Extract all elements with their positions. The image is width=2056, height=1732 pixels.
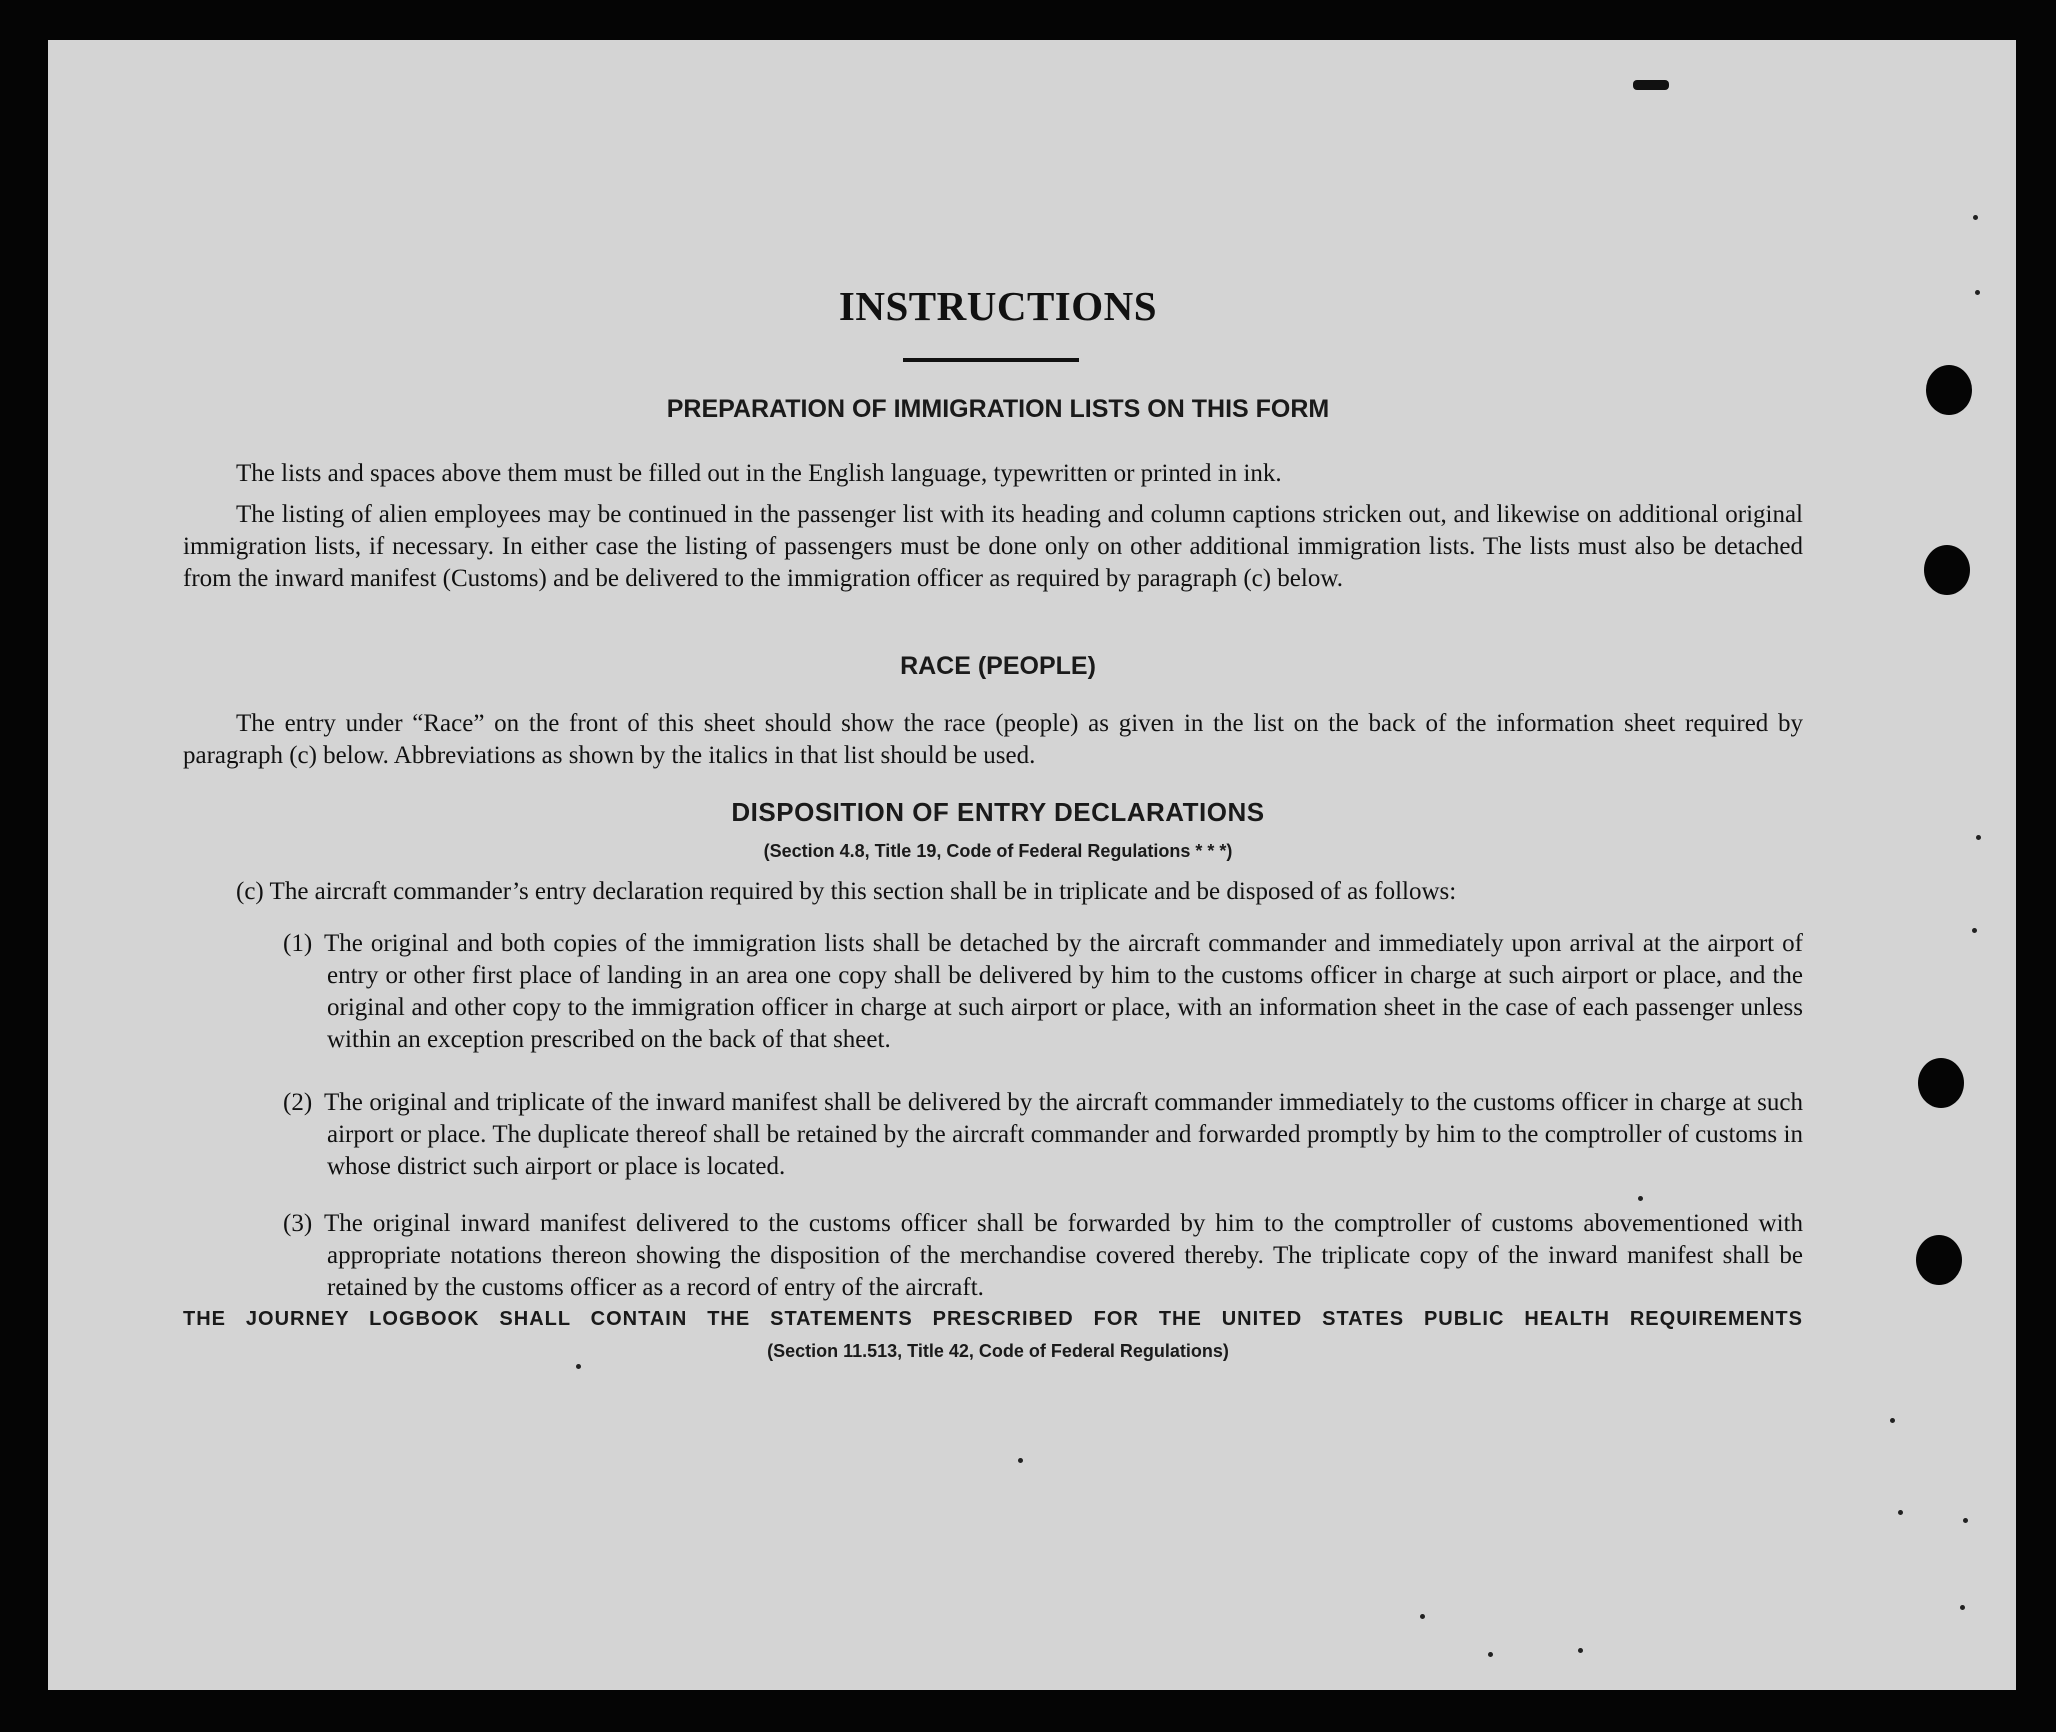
footer-citation: (Section 11.513, Title 42, Code of Federal Regulations) [767,1341,1229,1361]
scan-speck [1890,1418,1895,1423]
edge-ink-mark [1633,80,1669,90]
scan-speck [1018,1458,1023,1463]
punch-hole [1924,545,1970,595]
disposition-item-3 [283,1208,1803,1304]
document-sheet [48,40,2016,1690]
scan-speck [576,1364,581,1369]
punch-hole [1926,365,1972,415]
disposition-item-1 [283,928,1803,1056]
scan-speck [1638,1196,1643,1201]
item-number: (2) [283,1089,313,1116]
item-number: (3) [283,1210,313,1237]
punch-hole [1916,1235,1962,1285]
page-title: INSTRUCTIONS [838,283,1158,329]
preparation-paragraph-2: The listing of alien employees may be continued in the passenger list with its heading and column captions stricken out, and likewise on additional original immigration lists, if necessary. In either case the listing of passengers must be done only on other additional immigration lists. The lists must also be detached from the inward manifest (Customs) and be delivered to the immigration officer as required by paragraph (c) below. [183,501,1803,592]
scan-speck [1972,928,1977,933]
race-heading: RACE (PEOPLE) [900,652,1096,680]
punch-hole [1918,1058,1964,1108]
race-paragraph: The entry under “Race” on the front of this sheet should show the race (people) as given in the list on the back of the information sheet required by paragraph (c) below. Abbreviations as shown by the italics in that list should be used. [183,710,1803,769]
scan-speck [1420,1614,1425,1619]
scan-speck [1960,1605,1965,1610]
disposition-heading: DISPOSITION OF ENTRY DECLARATIONS [731,797,1265,827]
scan-speck [1488,1652,1493,1657]
scan-speck [1578,1648,1583,1653]
item-text: The original and both copies of the immigration lists shall be detached by the aircraft commander and immediately upon arrival at the airport of entry or other first place of landing in an area one copy shall be delivered by him to the customs officer in charge at such airport or place, and the original and other copy to the immigration officer in charge at such airport or place, with an information sheet in the case of each passenger unless within an exception prescribed on the back of that sheet. [324,930,1803,1053]
preparation-paragraph-1: The lists and spaces above them must be filled out in the English language, typewritten or printed in ink. [236,460,1282,487]
preparation-heading: PREPARATION OF IMMIGRATION LISTS ON THIS FORM [666,395,1330,423]
disposition-item-2 [283,1087,1803,1183]
disposition-intro: (c) The aircraft commander’s entry declaration required by this section shall be in triplicate and be disposed of as follows: [236,878,1457,905]
scan-speck [1898,1510,1903,1515]
scan-speck [1973,215,1978,220]
scan-speck [1963,1518,1968,1523]
scan-speck [1976,835,1981,840]
footer-statement: THE JOURNEY LOGBOOK SHALL CONTAIN THE STATEMENTS PRESCRIBED FOR THE UNITED STATES PUBLIC HEALTH REQUIREMENTS [183,1308,1803,1330]
scan-speck [1975,290,1980,295]
item-text: The original and triplicate of the inward manifest shall be delivered by the aircraft commander immediately to the customs officer in charge at such airport or place. The duplicate thereof shall be retained by the aircraft commander and forwarded promptly by him to the comptroller of customs in whose district such airport or place is located. [324,1089,1803,1180]
title-underline [903,358,1079,362]
item-number: (1) [283,930,313,957]
item-text: The original inward manifest delivered to the customs officer shall be forwarded by him to the comptroller of customs abovementioned with appropriate notations thereon showing the disposition of the merchandise covered thereby. The triplicate copy of the inward manifest shall be retained by the customs officer as a record of entry of the aircraft. [324,1210,1803,1301]
disposition-citation: (Section 4.8, Title 19, Code of Federal Regulations * * *) [763,841,1233,861]
